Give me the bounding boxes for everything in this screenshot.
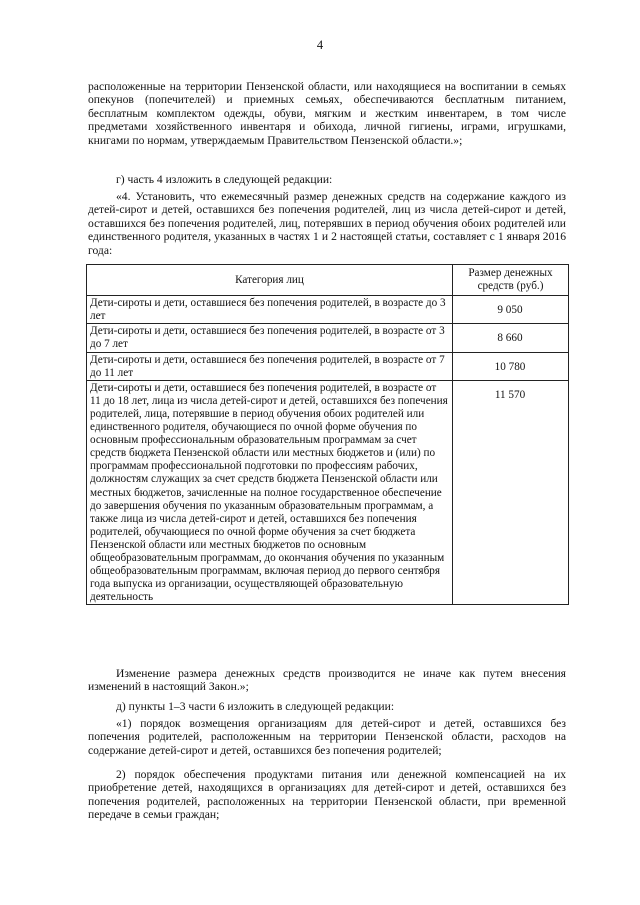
table-row [87, 324, 569, 352]
paragraph-after-table [88, 667, 566, 694]
paragraph-part-4 [88, 190, 566, 257]
item-d [88, 700, 566, 713]
part-4-text: «4. Установить, что ежемесячный размер денежных средств на содержание каждого из детей-сирот и детей, оставшихся без попечения родителей, лиц из числа детей-сирот и детей, оставшихся без попечения родителей, лиц, потерявших в период обучения обоих родителей или единственного родителя, указанных в частях 1 и 2 настоящей статьи, составляет с 1 января 2016 года: [88, 190, 566, 257]
item-g [88, 173, 566, 186]
point-2 [88, 768, 566, 822]
paragraph-continuation [88, 80, 566, 147]
row-amount: 8 660 [453, 324, 569, 352]
row-amount: 9 050 [453, 296, 569, 324]
header-category: Категория лиц [87, 265, 453, 296]
row-category: Дети-сироты и дети, оставшиеся без попечения родителей, в возрасте до 3 лет [87, 296, 453, 324]
row-category: Дети-сироты и дети, оставшиеся без попечения родителей, в возрасте от 11 до 18 лет, лица из числа детей-сирот и детей, оставшихся без попечения родителей, лица, потерявшие в период обучения обоих родителей или единственного родителя, обучающиеся по очной форме обучения по основным профессиональным образовательным программам за счет средств бюджета Пензенской области или местных бюджетов и (или) по программам профессиональной подготовки по профессиям рабочих, должностям служащих за счет средств бюджета Пензенской области или местных бюджетов, зачисленные на полное государственное обеспечение до завершения обучения по указанным образовательным программам, а также лица из числа детей-сирот и детей, оставшихся без попечения родителей, обучающиеся по очной форме обучения за счет бюджета Пензенской области или местных бюджетов по основным общеобразовательным программам, до окончания обучения по указанным общеобразовательным программам, включая период до первого сентября года выпуска из организации, осуществляющей образовательную деятельность [87, 380, 453, 605]
item-g-text: г) часть 4 изложить в следующей редакции: [116, 173, 333, 186]
page-number: 4 [316, 38, 324, 52]
point-1-text: «1) порядок возмещения организациям для детей-сирот и детей, оставшихся без попечения родителей, расположенным на территории Пензенской области, расходов на содержание детей-сирот и детей, оставшихся без попечения родителей; [88, 717, 566, 757]
header-amount: Размер денежных средств (руб.) [453, 265, 569, 296]
row-amount: 10 780 [453, 352, 569, 380]
row-amount: 11 570 [453, 380, 569, 605]
item-d-text: д) пункты 1–3 части 6 изложить в следующей редакции: [116, 700, 395, 713]
row-category: Дети-сироты и дети, оставшиеся без попечения родителей, в возрасте от 7 до 11 лет [87, 352, 453, 380]
paragraph-text: расположенные на территории Пензенской области, или находящиеся на воспитании в семьях опекунов (попечителей) и приемных семьях, обеспечиваются бесплатным питанием, бесплатным комплектом одежды, обуви, мягким и жестким инвентарем, в том числе предметами хозяйственного инвентаря и обихода, личной гигиены, играми, игрушками, книгами по нормам, утверждаемым Правительством Пензенской области.»; [88, 80, 566, 147]
after-table-text: Изменение размера денежных средств производится не иначе как путем внесения изменений в настоящий Закон.»; [88, 667, 566, 694]
table-row [87, 352, 569, 380]
point-2-text: 2) порядок обеспечения продуктами питания или денежной компенсацией на их приобретение детей, находящихся в организациях для детей-сирот и детей, оставшихся без попечения родителей, расположенных на территории Пензенской области, при временной передаче в семьи граждан; [88, 768, 566, 822]
point-1 [88, 717, 566, 757]
row-category: Дети-сироты и дети, оставшиеся без попечения родителей, в возрасте от 3 до 7 лет [87, 324, 453, 352]
table-row [87, 380, 569, 605]
table-header-row [87, 265, 569, 296]
table-row [87, 296, 569, 324]
allowance-table [86, 264, 569, 605]
